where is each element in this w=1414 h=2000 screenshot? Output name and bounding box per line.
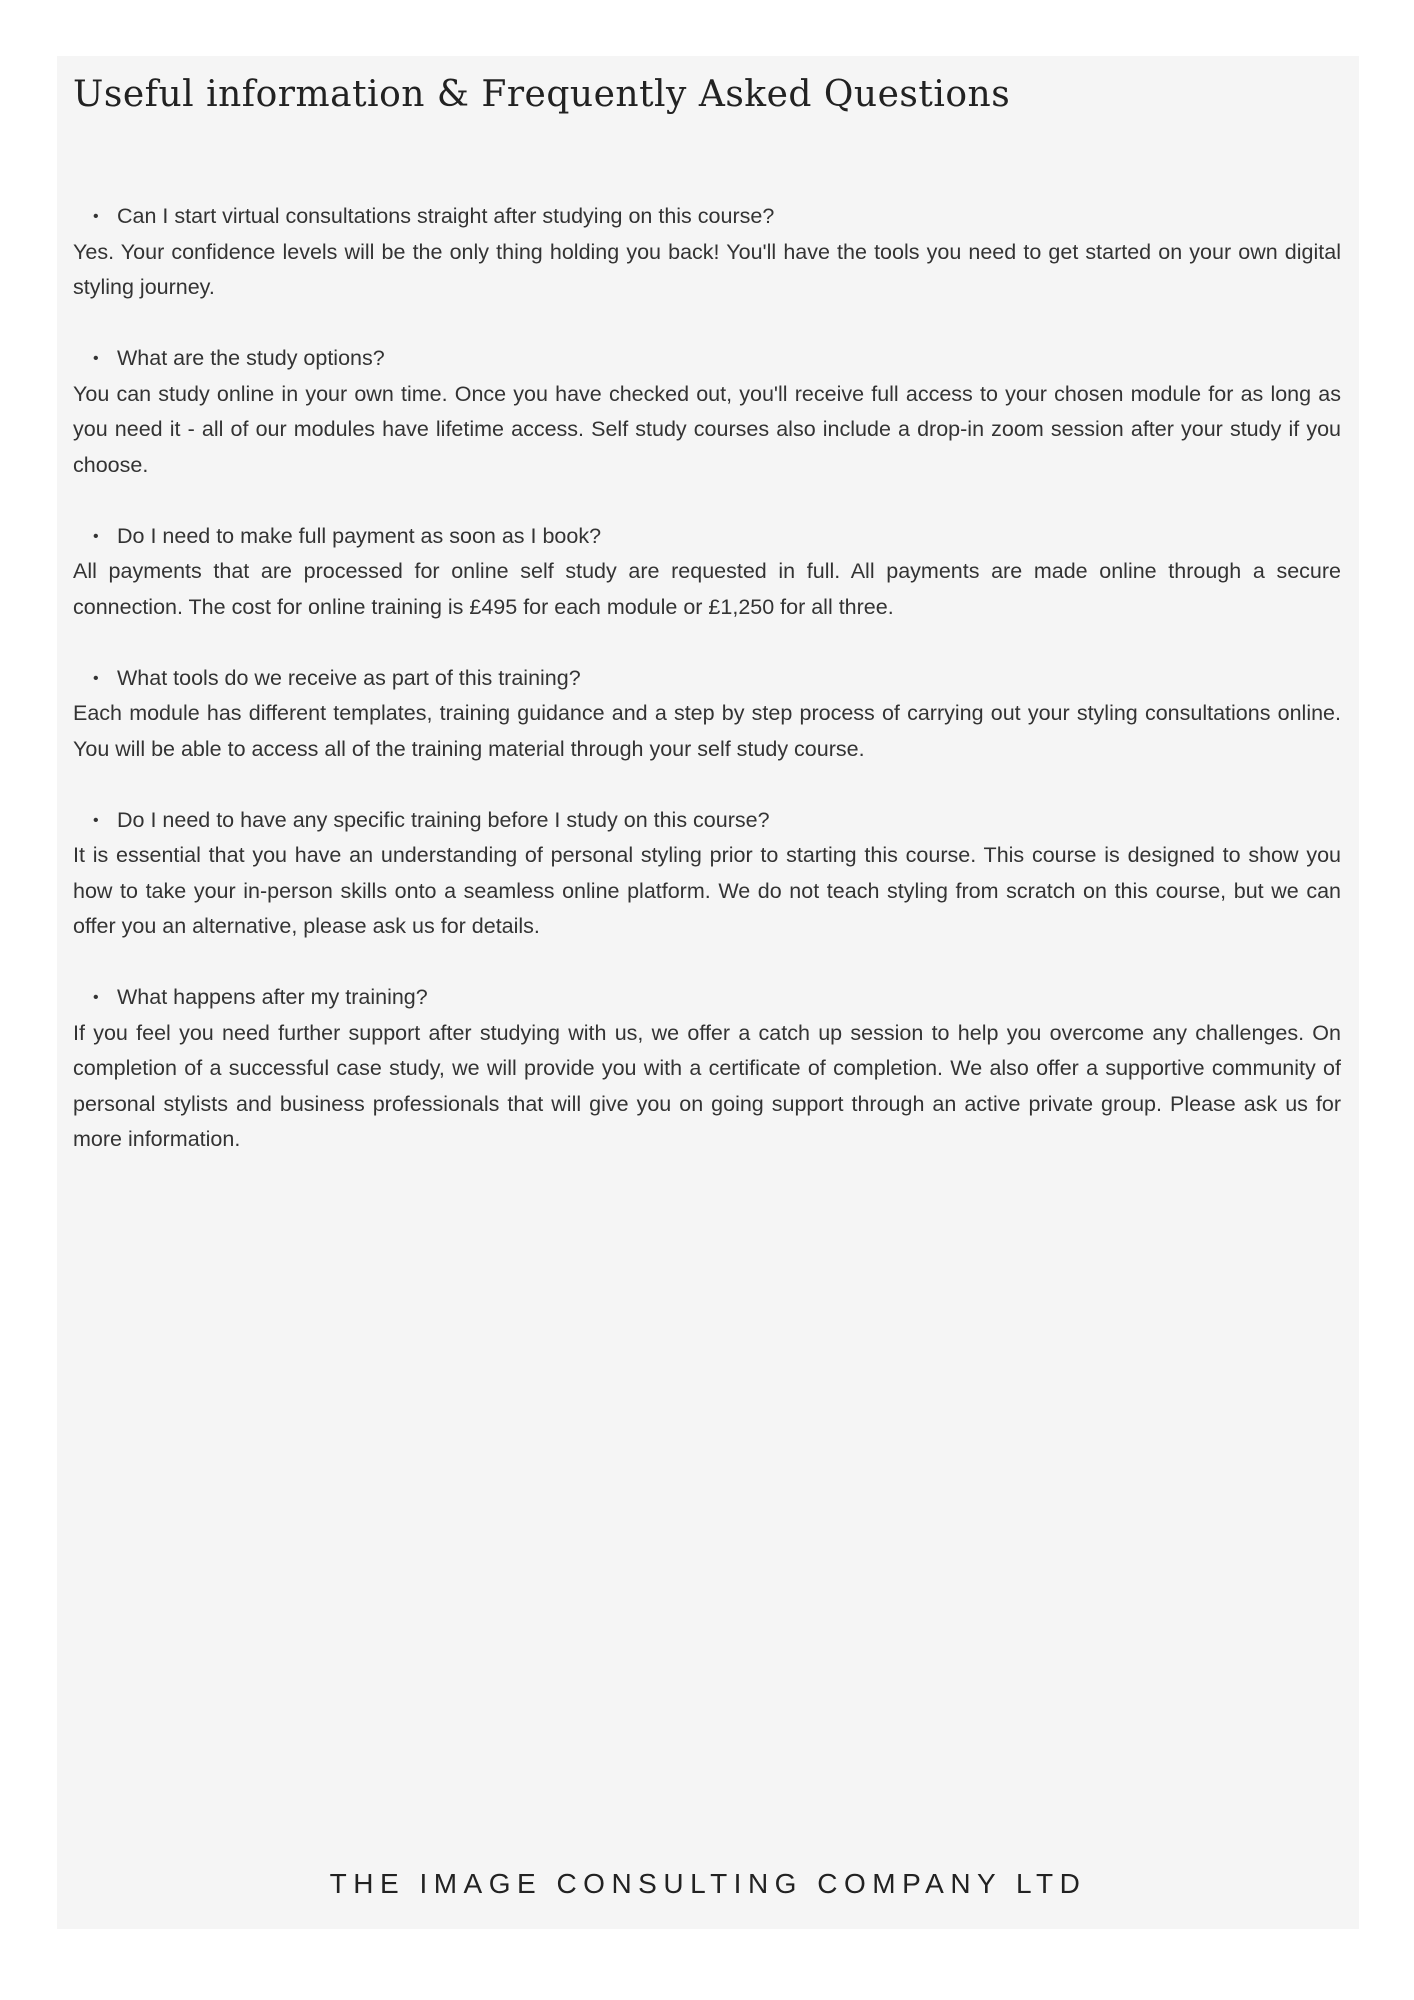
bullet-icon: • bbox=[93, 811, 99, 829]
faq-question bbox=[73, 980, 1341, 1016]
faq-item bbox=[73, 980, 1341, 1158]
bullet-icon: • bbox=[93, 669, 99, 687]
faq-question-text: What are the study options? bbox=[117, 346, 385, 370]
faq-answer: You can study online in your own time. Once you have checked out, you'll receive full access to your chosen module for as long as you need it - all of our modules have lifetime access. Self study courses also include a drop-in zoom session after your study if you choose. bbox=[73, 381, 1341, 477]
faq-question-text: What happens after my training? bbox=[117, 985, 428, 1009]
bullet-icon: • bbox=[93, 989, 99, 1006]
faq-question bbox=[73, 199, 1341, 235]
faq-answer: Each module has different templates, training guidance and a step by step process of carrying out your styling consultations online. You will be able to access all of the training material through your self study course. bbox=[73, 701, 1341, 761]
faq-answer: Yes. Your confidence levels will be the only thing holding you back! You'll have the tools you need to get started on your own digital styling journey. bbox=[73, 239, 1341, 299]
faq-question bbox=[73, 661, 1341, 697]
faq-item bbox=[73, 199, 1341, 306]
faq-item bbox=[73, 661, 1341, 768]
bullet-icon: • bbox=[93, 208, 99, 225]
faq-question bbox=[73, 519, 1341, 555]
faq-answer: If you feel you need further support after studying with us, we offer a catch up session to help you overcome any challenges. On completion of a successful case study, we will provide you with a certificate of completion. We also offer a supportive community of personal stylists and business professionals that will give you on going support through an active private group. Please ask us for more information. bbox=[73, 1020, 1341, 1151]
company-footer: THE IMAGE CONSULTING COMPANY LTD bbox=[329, 1868, 1087, 1899]
faq-item bbox=[73, 341, 1341, 483]
faq-question-text: Can I start virtual consultations straight after studying on this course? bbox=[117, 204, 775, 228]
faq-question-text: What tools do we receive as part of this training? bbox=[117, 665, 581, 690]
faq-list bbox=[73, 199, 1341, 1193]
faq-question bbox=[73, 341, 1341, 377]
document-panel bbox=[57, 56, 1359, 1929]
faq-answer: It is essential that you have an understanding of personal styling prior to starting this course. This course is designed to show you how to take your in-person skills onto a seamless online platform. We do not teach styling from scratch on this course, but we can offer you an alternative, please ask us for details. bbox=[73, 843, 1341, 938]
faq-question-text: Do I need to make full payment as soon as I book? bbox=[117, 523, 602, 548]
faq-item bbox=[73, 803, 1341, 945]
bullet-icon: • bbox=[93, 527, 99, 545]
faq-answer: All payments that are processed for online self study are requested in full. All payments are made online through a secure connection. The cost for online training is £495 for each module or £1,250 for all three. bbox=[73, 559, 1341, 619]
faq-item bbox=[73, 519, 1341, 626]
faq-question bbox=[73, 803, 1341, 839]
bullet-icon: • bbox=[93, 350, 99, 367]
page-title: Useful information & Frequently Asked Questions bbox=[73, 74, 1011, 115]
faq-question-text: Do I need to have any specific training before I study on this course? bbox=[117, 807, 770, 832]
